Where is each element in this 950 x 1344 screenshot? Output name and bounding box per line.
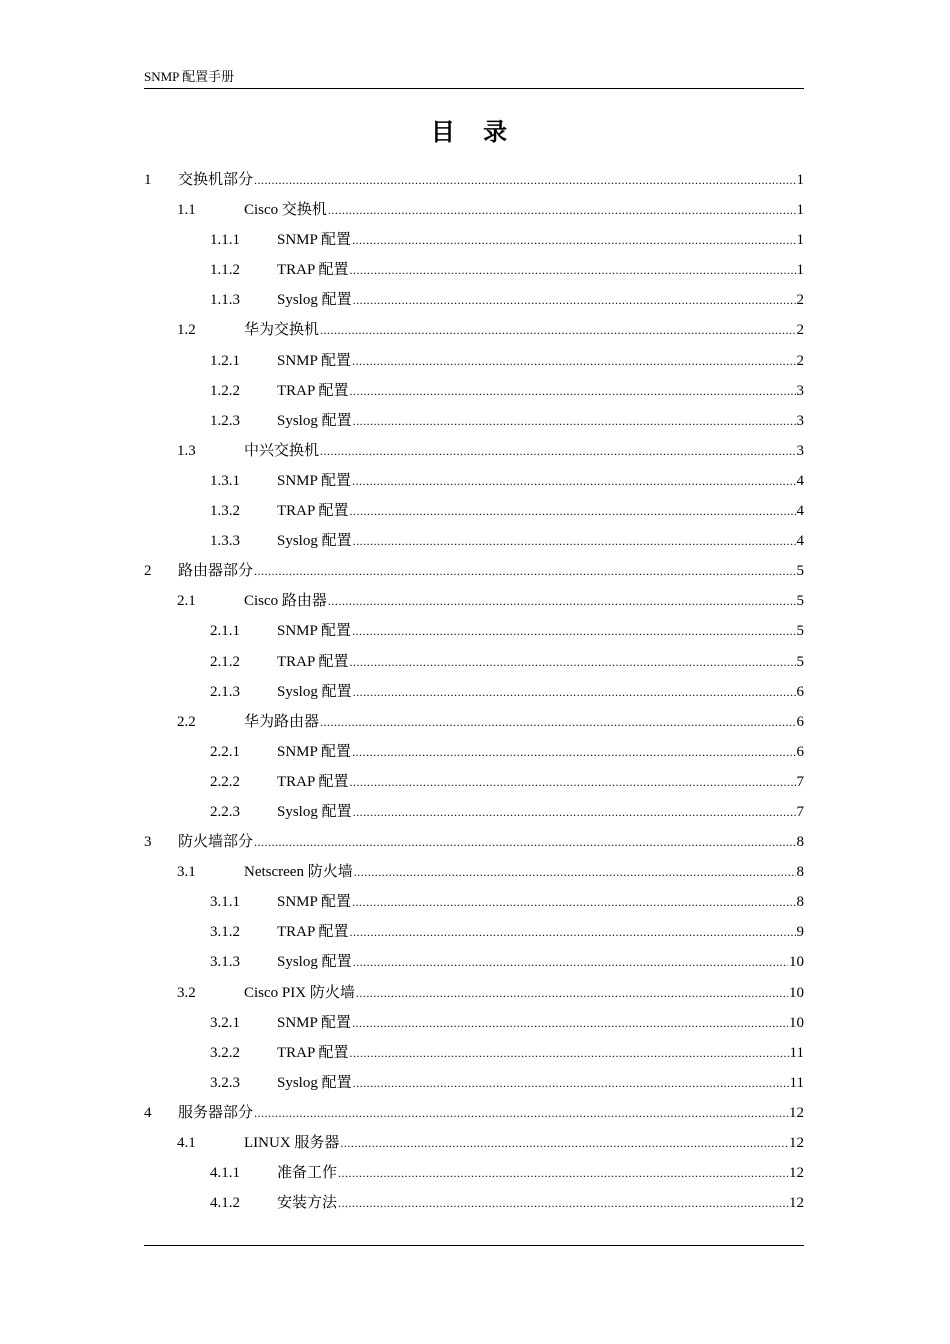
page-header: [144, 68, 804, 89]
toc-entry[interactable]: [144, 677, 804, 707]
toc-entry[interactable]: [144, 346, 804, 376]
toc-dot-leader: [338, 1158, 788, 1188]
page-title: 目 录: [430, 118, 518, 146]
toc-entry[interactable]: [144, 195, 804, 225]
toc-entry-title: 华为交换机: [244, 322, 320, 339]
toc-entry-title: Syslog 配置: [277, 292, 352, 309]
toc-entry-number: 2.2.3: [210, 803, 240, 820]
toc-entry-number: 1.2.3: [210, 412, 240, 429]
toc-entry-page: 8: [796, 864, 804, 881]
toc-entry-title: 防火墙部分: [178, 834, 254, 851]
toc-entry[interactable]: [144, 1128, 804, 1158]
toc-entry-page: 4: [796, 472, 804, 489]
toc-entry-number: 3.2.3: [210, 1074, 240, 1091]
toc-entry[interactable]: [144, 707, 804, 737]
toc-dot-leader: [320, 315, 795, 345]
toc-entry-number: 2.1.2: [210, 653, 240, 670]
toc-dot-leader: [254, 165, 795, 195]
toc-entry[interactable]: [144, 647, 804, 677]
toc-entry[interactable]: [144, 1098, 804, 1128]
toc-entry-number: 1: [144, 172, 152, 188]
toc-dot-leader: [350, 496, 796, 526]
toc-entry-title: TRAP 配置: [277, 262, 349, 279]
toc-dot-leader: [353, 406, 796, 436]
toc-dot-leader: [350, 255, 796, 285]
toc-entry[interactable]: [144, 165, 804, 195]
toc-entry[interactable]: [144, 285, 804, 315]
toc-entry-title: TRAP 配置: [277, 924, 349, 941]
toc-entry-title: 华为路由器: [244, 713, 320, 730]
toc-entry-title: Netscreen 防火墙: [244, 864, 353, 881]
toc-dot-leader: [354, 857, 796, 887]
toc-entry-page: 12: [789, 1104, 804, 1121]
toc-entry-number: 3.1.2: [210, 924, 240, 941]
toc-entry-page: 5: [796, 563, 804, 580]
toc-entry-title: Syslog 配置: [277, 412, 352, 429]
toc-dot-leader: [356, 978, 788, 1008]
toc-dot-leader: [352, 466, 795, 496]
toc-entry-number: 4: [144, 1104, 152, 1121]
toc-entry-page: 7: [796, 803, 804, 820]
toc-dot-leader: [352, 737, 795, 767]
toc-entry-number: 4.1.1: [210, 1165, 240, 1182]
toc-entry[interactable]: [144, 947, 804, 977]
toc-entry-number: 2.1.1: [210, 623, 240, 640]
toc-entry-page: 12: [789, 1135, 804, 1151]
toc-entry[interactable]: [144, 406, 804, 436]
toc-entry-page: 1: [796, 232, 804, 249]
toc-entry-title: 服务器部分: [178, 1104, 254, 1121]
toc-entry[interactable]: [144, 887, 804, 917]
toc-entry-title: Cisco PIX 防火墙: [244, 984, 355, 1001]
toc-entry-page: 12: [789, 1165, 804, 1182]
toc-dot-leader: [353, 1068, 789, 1098]
toc-entry-title: TRAP 配置: [277, 653, 349, 670]
toc-entry-number: 2: [144, 563, 152, 580]
toc-entry[interactable]: [144, 1068, 804, 1098]
toc-dot-leader: [353, 677, 796, 707]
toc-entry-page: 10: [789, 1014, 804, 1031]
toc-entry[interactable]: [144, 616, 804, 646]
toc-dot-leader: [352, 616, 795, 646]
toc-dot-leader: [320, 436, 795, 466]
toc-entry[interactable]: [144, 767, 804, 797]
toc-entry[interactable]: [144, 797, 804, 827]
toc-entry-number: 2.2.2: [210, 773, 240, 790]
toc-dot-leader: [350, 376, 796, 406]
toc-entry-number: 1.2.2: [210, 382, 240, 399]
toc-entry-title: 准备工作: [277, 1165, 338, 1182]
toc-entry-title: Syslog 配置: [277, 533, 352, 550]
toc-entry-title: 安装方法: [277, 1195, 338, 1212]
toc-dot-leader: [350, 767, 796, 797]
toc-entry-title: 路由器部分: [178, 563, 254, 580]
toc-entry-number: 3.2.2: [210, 1044, 240, 1061]
toc-entry-page: 3: [796, 412, 804, 429]
toc-dot-leader: [352, 225, 795, 255]
toc-entry-number: 1.3: [177, 442, 196, 459]
toc-dot-leader: [352, 887, 795, 917]
toc-entry-number: 3.2.1: [210, 1014, 240, 1031]
toc-entry-title: TRAP 配置: [277, 1044, 349, 1061]
toc-entry-number: 1.3.2: [210, 503, 240, 520]
toc-dot-leader: [353, 285, 796, 315]
toc-entry-number: 1.2: [177, 322, 196, 339]
toc-entry[interactable]: [144, 496, 804, 526]
toc-entry-title: Syslog 配置: [277, 954, 352, 971]
toc-entry-number: 3.1: [177, 864, 196, 881]
toc-entry[interactable]: [144, 315, 804, 345]
toc-entry[interactable]: [144, 917, 804, 947]
toc-entry-title: Cisco 交换机: [244, 202, 327, 219]
toc-entry-title: SNMP 配置: [277, 352, 352, 369]
toc-entry-page: 7: [796, 773, 804, 790]
toc-entry-title: SNMP 配置: [277, 743, 352, 760]
toc-dot-leader: [254, 556, 795, 586]
toc-entry[interactable]: [144, 586, 804, 616]
toc-entry-number: 1.1.2: [210, 262, 240, 279]
toc-entry-number: 1.3.3: [210, 533, 240, 550]
toc-dot-leader: [254, 827, 795, 857]
toc-dot-leader: [320, 707, 795, 737]
toc-entry[interactable]: [144, 376, 804, 406]
toc-entry-page: 12: [789, 1195, 804, 1212]
toc-entry-title: SNMP 配置: [277, 894, 352, 911]
toc-entry-number: 3.1.1: [210, 894, 240, 911]
toc-entry-page: 3: [796, 442, 804, 459]
toc-entry-title: LINUX 服务器: [244, 1135, 340, 1151]
toc-entry-title: SNMP 配置: [277, 232, 352, 249]
table-of-contents: [144, 165, 804, 1218]
toc-entry-page: 6: [796, 683, 804, 700]
toc-dot-leader: [350, 1038, 789, 1068]
toc-entry-number: 4.1: [177, 1135, 196, 1151]
toc-entry-page: 6: [796, 713, 804, 730]
toc-entry-page: 4: [796, 503, 804, 520]
toc-entry-number: 1.3.1: [210, 472, 240, 489]
toc-entry[interactable]: [144, 225, 804, 255]
header-text: SNMP 配置手册: [144, 69, 235, 84]
toc-entry-number: 2.2.1: [210, 743, 240, 760]
toc-entry-page: 6: [796, 743, 804, 760]
toc-entry-page: 5: [796, 653, 804, 670]
toc-entry-title: TRAP 配置: [277, 382, 349, 399]
toc-entry-page: 1: [796, 262, 804, 279]
toc-entry-page: 8: [796, 894, 804, 911]
toc-entry-page: 8: [796, 834, 804, 851]
toc-entry-page: 2: [796, 322, 804, 339]
toc-entry-page: 4: [796, 533, 804, 550]
toc-entry[interactable]: [144, 857, 804, 887]
toc-dot-leader: [353, 526, 796, 556]
toc-dot-leader: [352, 1008, 788, 1038]
toc-entry-page: 10: [789, 984, 804, 1001]
toc-entry-number: 3.1.3: [210, 954, 240, 971]
toc-entry-number: 1.1.1: [210, 232, 240, 249]
toc-entry-page: 1: [796, 172, 804, 188]
toc-entry-page: 2: [796, 292, 804, 309]
footer-divider: [144, 1245, 804, 1246]
toc-entry-number: 4.1.2: [210, 1195, 240, 1212]
toc-dot-leader: [353, 797, 796, 827]
toc-entry-title: TRAP 配置: [277, 503, 349, 520]
toc-entry-page: 11: [789, 1044, 804, 1061]
toc-entry-page: 9: [796, 924, 804, 941]
toc-entry-page: 2: [796, 352, 804, 369]
toc-dot-leader: [340, 1128, 788, 1158]
toc-dot-leader: [353, 947, 788, 977]
toc-entry-number: 2.1.3: [210, 683, 240, 700]
toc-entry-page: 1: [796, 202, 804, 219]
toc-entry[interactable]: [144, 978, 804, 1008]
toc-dot-leader: [328, 586, 796, 616]
toc-entry[interactable]: [144, 255, 804, 285]
toc-entry-title: Cisco 路由器: [244, 593, 327, 610]
toc-entry-title: 中兴交换机: [244, 442, 320, 459]
toc-entry[interactable]: [144, 466, 804, 496]
toc-entry[interactable]: [144, 1188, 804, 1218]
toc-entry-page: 11: [789, 1074, 804, 1091]
toc-entry-title: SNMP 配置: [277, 1014, 352, 1031]
toc-entry-number: 2.1: [177, 593, 196, 610]
toc-entry-title: TRAP 配置: [277, 773, 349, 790]
toc-entry-title: Syslog 配置: [277, 683, 352, 700]
toc-entry-number: 1.1.3: [210, 292, 240, 309]
toc-dot-leader: [352, 346, 795, 376]
toc-entry[interactable]: [144, 1008, 804, 1038]
toc-entry-number: 2.2: [177, 713, 196, 730]
toc-entry-page: 10: [789, 954, 804, 971]
toc-entry-page: 3: [796, 382, 804, 399]
toc-entry[interactable]: [144, 556, 804, 586]
toc-entry-title: 交换机部分: [178, 172, 254, 188]
toc-dot-leader: [254, 1098, 788, 1128]
toc-entry-number: 3: [144, 834, 152, 851]
toc-entry-number: 1.2.1: [210, 352, 240, 369]
toc-dot-leader: [338, 1188, 788, 1218]
toc-entry-title: Syslog 配置: [277, 1074, 352, 1091]
toc-entry[interactable]: [144, 1038, 804, 1068]
toc-entry-number: 3.2: [177, 984, 196, 1001]
toc-entry-page: 5: [796, 593, 804, 610]
toc-entry-page: 5: [796, 623, 804, 640]
toc-entry-title: Syslog 配置: [277, 803, 352, 820]
toc-entry[interactable]: [144, 436, 804, 466]
toc-entry[interactable]: [144, 1158, 804, 1188]
toc-dot-leader: [350, 917, 796, 947]
toc-entry-number: 1.1: [177, 202, 196, 219]
toc-entry-title: SNMP 配置: [277, 472, 352, 489]
toc-entry[interactable]: [144, 526, 804, 556]
toc-entry-title: SNMP 配置: [277, 623, 352, 640]
toc-dot-leader: [328, 195, 796, 225]
toc-entry[interactable]: [144, 737, 804, 767]
toc-entry[interactable]: [144, 827, 804, 857]
toc-dot-leader: [350, 647, 796, 677]
